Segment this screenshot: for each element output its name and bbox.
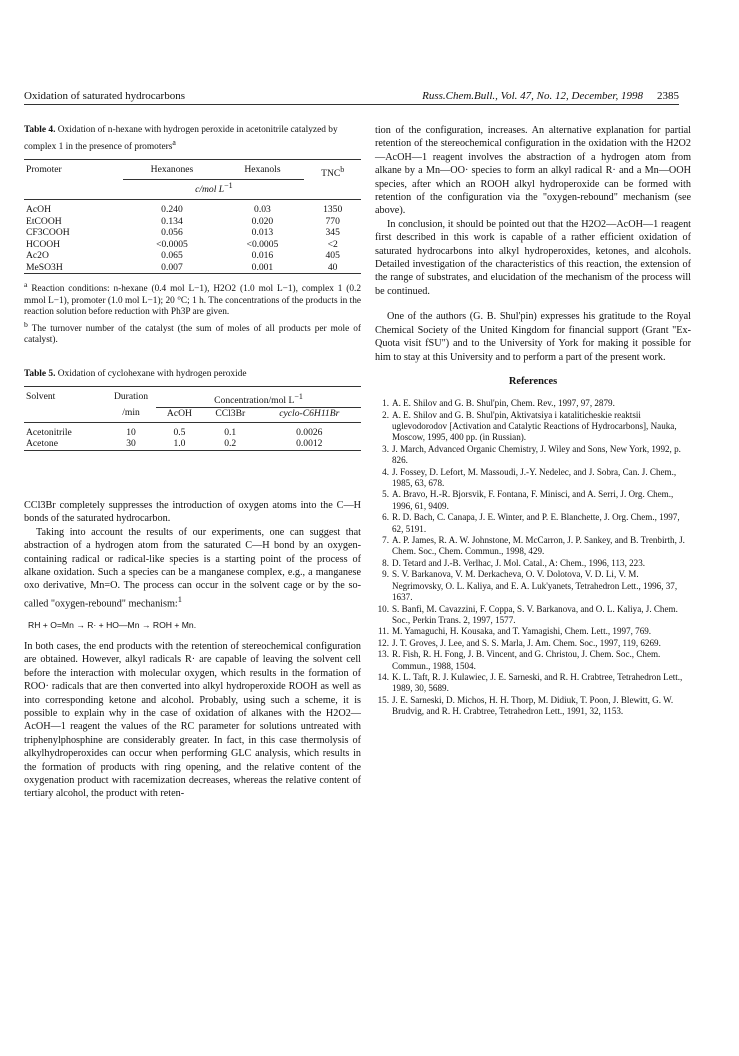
references-list [375, 398, 691, 717]
reference-item [375, 535, 691, 558]
table4-cell-hexanones: 0.134 [161, 215, 183, 227]
reference-text: S. Banfi, M. Cavazzini, F. Coppa, S. V. Barkanova, and O. L. Kaliya, J. Chem. Soc., Perkin Trans. 2, 1997, 1577. [392, 603, 678, 625]
table5-sub-cyclo-text: cyclo-C6H11Br [279, 407, 340, 419]
table4-cell-tnc: 770 [325, 215, 340, 227]
table4-cell-hexanols: 0.020 [251, 215, 274, 227]
table5-cell-c6: 0.0026 [296, 426, 323, 438]
table5-header-duration: Duration [113, 391, 149, 403]
right-body-text [375, 124, 691, 364]
table5-header-solvent: Solvent [26, 391, 56, 403]
table4 [24, 159, 361, 276]
reference-number: 13. [377, 649, 389, 660]
table4-cell-tnc: 1350 [323, 204, 343, 215]
table4-caption-mark: a [172, 137, 176, 147]
reference-number: 10. [377, 603, 389, 614]
table5-cell-duration: 30 [126, 438, 136, 450]
table4-cell-promoter: MeSO3H [26, 261, 63, 273]
table5-cell-ccl3br: 0.1 [224, 426, 237, 438]
table4-unit-text: c/mol L [195, 184, 225, 196]
reference-number: 6. [382, 512, 389, 523]
table5-cell-solvent: Acetonitrile [26, 426, 72, 438]
table4-note-b-text: The turnover number of the catalyst (the sum of moles of all products per mole of catalyst). [24, 323, 362, 346]
reference-number: 8. [382, 557, 389, 568]
reference-item [375, 604, 691, 627]
table5-header-conc [156, 387, 361, 408]
right-column [375, 124, 691, 718]
reference-number: 2. [382, 409, 389, 420]
table5-body [24, 427, 361, 451]
table4-label: Table 4. [24, 125, 56, 135]
table4-cell-tnc: <2 [327, 238, 338, 250]
table-row [24, 204, 361, 216]
table4-cell-tnc: 40 [327, 261, 338, 273]
reference-text: A. E. Shilov and G. B. Shul'pin, Chem. Rev., 1997, 97, 2879. [392, 398, 615, 409]
table4-cell-hexanones: 0.065 [161, 250, 183, 261]
left-paragraph-3: In both cases, the end products with the retention of stereochemical configuration are obtained. However, alkyl radicals R· are capable of leaving the solvent cell before the interaction with molecular oxygen, which results in the formation of ROO· radicals that are then converted into alkyl hydroperoxide ROOH as well as into corresponding ketone and alcohol. Probably, using such a scheme, it is possible to explain why in the case of oxidation of alkanes with the H2O2—AcOH—1 reagent the values of the RC parameter for solutions untreated with triphenylphosphine are considerably greater. In fact, in this case thermolysis of alkylhydroperoxides can occur when performing GLC analysis, which results in the formation of products with ring opening, and the relative content of the oxygenation product with racemization decreases, whereas the relative content of tertiary alcohol, the product with reten- [24, 640, 361, 800]
table4-header-tnc-mark: b [340, 165, 345, 175]
reference-text: R. D. Bach, C. Canapa, J. E. Winter, and P. E. Blanchette, J. Org. Chem., 1997, 62, 5191. [392, 512, 680, 534]
reference-item [375, 512, 691, 535]
table5-caption [24, 369, 361, 381]
table4-cell-hexanols: 0.03 [254, 204, 271, 215]
reference-text: R. Fish, R. H. Fong, J. B. Vincent, and G. Christou, J. Chem. Soc., Chem. Commun., 1988, 1504. [392, 649, 661, 671]
table4-cell-tnc: 345 [325, 227, 340, 238]
reference-text: K. L. Taft, R. J. Kulawiec, J. E. Sarneski, and R. H. Crabtree, Tetrahedron Lett., 1989, 30, 5689. [392, 671, 683, 694]
table-row [24, 239, 361, 251]
table5-cell-acoh: 1.0 [173, 438, 186, 450]
reference-item [375, 467, 691, 490]
reference-item [375, 695, 691, 718]
table4-cell-promoter: HCOOH [26, 238, 61, 250]
right-paragraph-2: In conclusion, it should be pointed out that the H2O2—AcOH—1 reagent first described in this work is capable of a rather efficient oxidation of saturated hydrocarbons into alkyl hydroperoxides, ketones, and alcohols. Detailed investigation of the characteristics of this reaction, the extension of the range of substrates, and elucidation of the mechanism of the process will be continued. [375, 218, 691, 297]
reference-text: D. Tetard and J.-B. Verlhac, J. Mol. Catal., A: Chem., 1996, 113, 223. [392, 557, 646, 568]
table5-cell-acoh: 0.5 [173, 426, 186, 438]
reference-item [375, 558, 691, 569]
table5-header-conc-sup: −1 [294, 392, 303, 402]
reference-text: J. March, Advanced Organic Chemistry, J. Wiley and Sons, New York, 1992, p. 826. [392, 443, 681, 466]
reference-item [375, 489, 691, 512]
reference-text: J. E. Sarneski, D. Michos, H. H. Thorp, M. Didiuk, T. Poon, J. Blewitt, G. W. Brudvig, and R. H. Crabtree, Tetrahedron Lett., 1991, 32, 1153. [392, 694, 674, 717]
table4-unit [123, 180, 304, 200]
references-title: References [508, 375, 558, 387]
running-head-title: Oxidation of saturated hydrocarbons [24, 90, 185, 102]
reference-item [375, 410, 691, 444]
reference-item [375, 672, 691, 695]
journal-citation: Russ.Chem.Bull., Vol. 47, No. 12, December, 1998 [422, 90, 643, 102]
reference-number: 5. [382, 489, 389, 500]
table5-cell-duration: 10 [126, 426, 136, 438]
table4-cell-hexanones: 0.240 [161, 204, 183, 215]
reference-text: A. Bravo, H.-R. Bjorsvik, F. Fontana, F. Minisci, and A. Serri, J. Org. Chem., 1996, 61, 9409. [392, 489, 674, 511]
table4-cell-hexanones: 0.056 [161, 227, 183, 238]
table5-sub-cyclo [258, 407, 361, 422]
table4-caption-text: Oxidation of n-hexane with hydrogen peroxide in acetonitrile catalyzed by complex 1 in the presence of promoters [24, 125, 338, 152]
left-paragraph-2 [24, 526, 361, 611]
table5-caption-text: Oxidation of cyclohexane with hydrogen peroxide [57, 368, 247, 379]
table4-cell-hexanones: 0.007 [161, 261, 183, 273]
reference-text: A. P. James, R. A. W. Johnstone, M. McCarron, J. P. Sankey, and B. Trenbirth, J. Chem. Soc., Chem. Commun., 1998, 429. [392, 535, 685, 557]
table4-cell-promoter: Ac2O [26, 250, 49, 261]
reference-item [375, 649, 691, 672]
table4-note-b: $^b$ The turnover number of the catalyst (the sum of moles of all products per mole of catalyst). [24, 319, 362, 346]
left-paragraph-2-text: Taking into account the results of our experiments, one can suggest that abstraction of a hydrogen atom from the saturated C—H bond by an oxygen-containing radical or radical-like species is a starting point of the process of alkane oxidation. Such a species can be a manganese complex, e.g., a manganese oxo derivative, Mn=O. The process can occur in the solvent cage or by the so-called "oxygen-rebound" mechanism: [24, 526, 361, 610]
reference-text: A. E. Shilov and G. B. Shul'pin, Aktivatsiya i kataliticheskie reaktsii uglevodorodov [Activation and Catalytic Reactions of Hydrocarbons], Nauka, Moscow, 1995, 400 pp. (in Russian). [392, 409, 677, 443]
right-paragraph-1: tion of the configuration, increases. An alternative explanation for partial retention of the stereochemical configuration in the oxidation with the H2O2—AcOH—1 reagent involves the abstraction of a hydrogen atom from alkane by a Mn—OO· species to form an alkyl radical R· and a Mn—OOH species, after which an ROOH alkyl hydroperoxide can be formed with retention of the configuration via the "oxygen-rebound" mechanism (see above). [375, 125, 691, 217]
header-rule [24, 104, 679, 105]
reference-item [375, 444, 691, 467]
table4-cell-promoter: AcOH [26, 204, 52, 215]
table5-label: Table 5. [24, 368, 56, 379]
table5-cell-solvent: Acetone [26, 438, 58, 450]
reference-number: 12. [377, 637, 389, 648]
table4-cell-hexanols: 0.013 [251, 227, 274, 238]
reference-number: 11. [377, 626, 389, 637]
table-row [24, 262, 361, 274]
table4-header-promoter: Promoter [26, 164, 62, 176]
reference-text: J. T. Groves, J. Lee, and S. S. Marla, J. Am. Chem. Soc., 1997, 119, 6269. [392, 637, 661, 648]
table5-sub-ccl3br: CCl3Br [215, 407, 246, 419]
table4-note-a-text: Reaction conditions: n-hexane (0.4 mol L−1), H2O2 (1.0 mol L−1), complex 1 (0.2 mmol L−1), promoter (1.0 mol L−1); 20 °C; 1 h. The concentrations of the products in the reaction solution before reduction with Ph3P are given. [24, 284, 362, 318]
table4-header-hexanols: Hexanols [221, 160, 305, 180]
table4-cell-hexanones: <0.0005 [156, 238, 188, 250]
acknowledgement: One of the authors (G. B. Shul'pin) expresses his gratitude to the Royal Chemical Society of the United Kingdom for financial support (Grant "Ex-Quota visit fSU") and to the University of York for making it possible for him to stay at this University and to perform a part of the present work. [375, 311, 691, 363]
table4-header-tnc-text: TNC [321, 168, 341, 180]
reaction-equation: RH + O=Mn → R· + HO—Mn → ROH + Mn. [28, 619, 197, 630]
table-row [24, 216, 361, 228]
reference-text: S. V. Barkanova, V. M. Derkacheva, O. V. Dolotova, V. D. Li, V. M. Negrimovsky, O. L. Kaliya, and E. A. Luk'yanets, Tetrahedron Lett., 1996, 37, 1637. [392, 569, 678, 603]
table4-cell-hexanols: <0.0005 [246, 238, 279, 250]
table-row [24, 250, 361, 262]
table5-header-conc-text: Concentration/mol L [214, 395, 295, 407]
table-row [24, 227, 361, 239]
table4-cell-promoter: EtCOOH [26, 215, 62, 227]
table4-note-a: $^a$ Reaction conditions: n-hexane (0.4 mol L−1), H2O2 (1.0 mol L−1), complex 1 (0.2 mmol L−1), promoter (1.0 mol L−1); 20 °C; 1 h. The concentrations of the products in the reaction solution before reduction with Ph3P are given. [24, 280, 362, 318]
left-body-text [24, 499, 361, 801]
reference-item [375, 398, 691, 409]
reference-number: 7. [382, 535, 389, 546]
table5-cell-c6: 0.0012 [296, 438, 323, 450]
reference-item [375, 626, 691, 637]
left-paragraph-2-ref: 1 [177, 593, 182, 604]
table4-notes [24, 279, 361, 347]
page-number: 2385 [657, 90, 679, 102]
table4-unit-sup: −1 [224, 181, 233, 191]
reference-number: 14. [377, 671, 389, 682]
left-column [24, 125, 361, 801]
table-row [24, 427, 361, 439]
left-paragraph-1: CCl3Br completely suppresses the introduction of oxygen atoms into the C—H bonds of the saturated hydrocarbon. [24, 499, 361, 525]
table5-sub-acoh: AcOH [166, 407, 192, 419]
reference-text: M. Yamaguchi, H. Kousaka, and T. Yamagishi, Chem. Lett., 1997, 769. [392, 626, 652, 637]
reference-number: 15. [377, 694, 389, 705]
table4-body [24, 204, 361, 274]
reference-number: 1. [382, 398, 389, 409]
running-head-journal [422, 90, 679, 102]
table4-caption [24, 125, 361, 153]
reference-text: J. Fossey, D. Lefort, M. Massoudi, J.-Y. Nedelec, and J. Sobra, Can. J. Chem., 1985, 63, 678. [392, 466, 677, 489]
reference-number: 4. [382, 466, 389, 477]
table4-header-tnc [304, 160, 361, 180]
table5-duration-unit: /min [122, 407, 140, 419]
table-row [24, 438, 361, 450]
reference-item [375, 569, 691, 603]
reference-item [375, 638, 691, 649]
table4-cell-hexanols: 0.001 [251, 261, 274, 273]
reference-number: 9. [382, 569, 389, 580]
table4-cell-tnc: 405 [325, 250, 340, 261]
table4-cell-hexanols: 0.016 [251, 250, 274, 261]
table4-header-hexanones: Hexanones [123, 160, 220, 180]
table5-cell-ccl3br: 0.2 [224, 438, 237, 450]
table5 [24, 386, 361, 453]
table4-cell-promoter: CF3COOH [26, 227, 70, 238]
reference-number: 3. [382, 443, 389, 454]
